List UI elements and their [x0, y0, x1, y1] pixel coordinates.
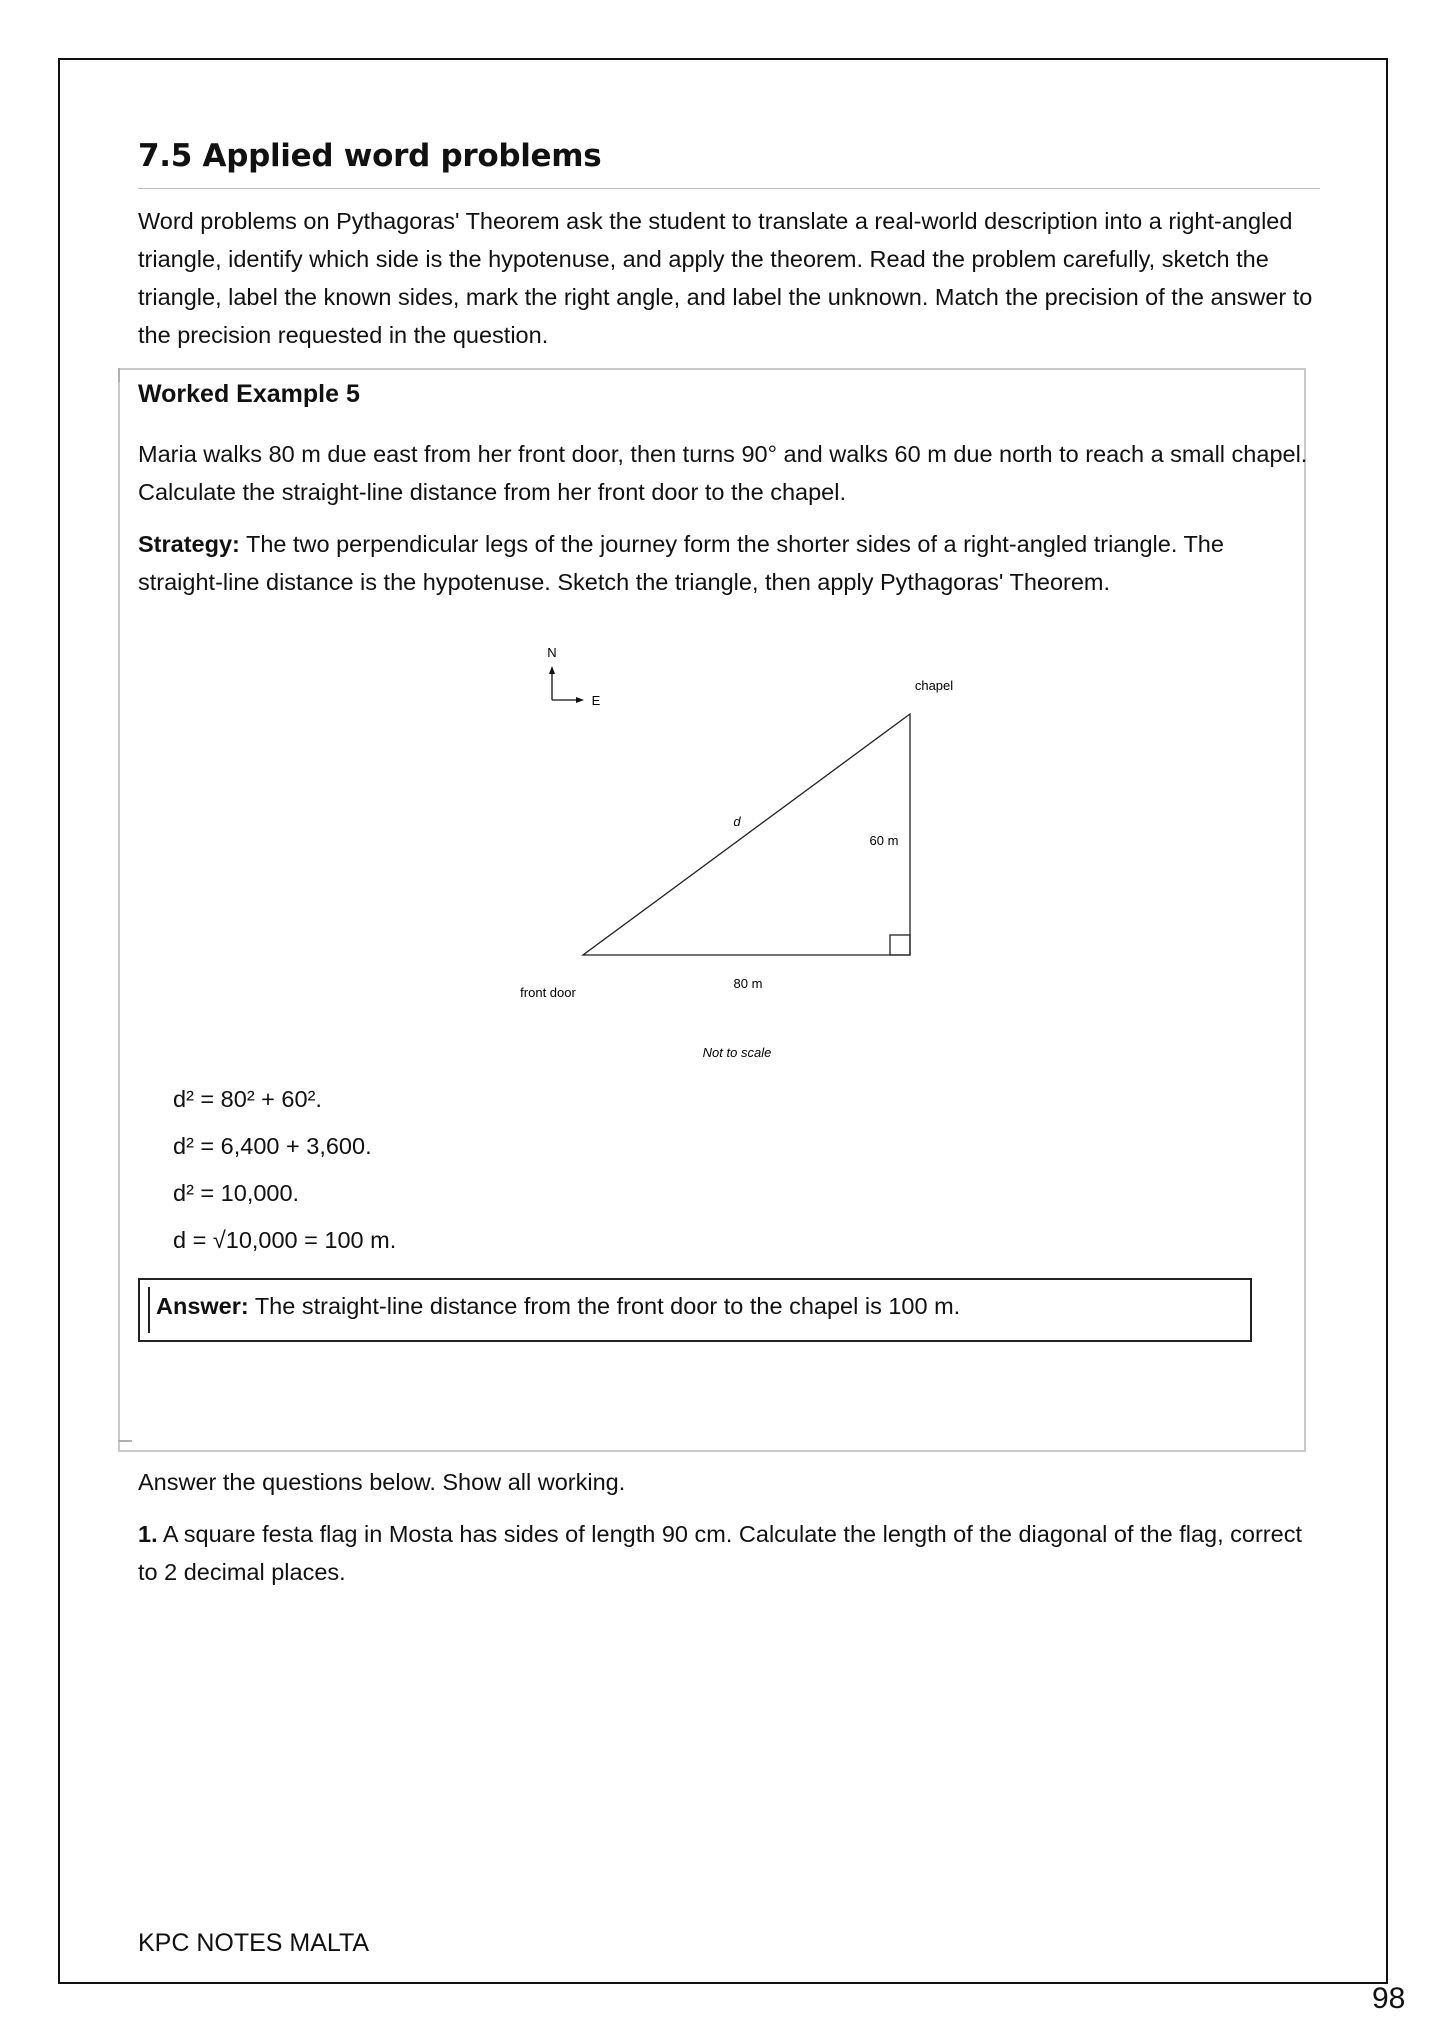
strategy-label: Strategy: [138, 531, 240, 557]
example-strategy [138, 525, 1308, 601]
compass-north-arrowhead [549, 666, 555, 674]
instructions-text: Answer the questions below. Show all working. [138, 1469, 626, 1495]
page-number: 98 [1372, 1982, 1406, 2015]
right-triangle [583, 714, 910, 955]
triangle-diagram [480, 630, 1000, 1070]
working-line-4: d = √10,000 = 100 m. [173, 1227, 397, 1253]
working-line-3: d² = 10,000. [173, 1180, 300, 1206]
question-1-number: 1. [138, 1521, 158, 1547]
compass-east-arrowhead [576, 697, 584, 703]
example-corner-mark-bottom [118, 1440, 132, 1442]
answer-label: Answer: [156, 1293, 249, 1319]
intro-paragraph: Word problems on Pythagoras' Theorem ask the student to translate a real-world description into a right-angled triangle, identify which side is the hypotenuse, and apply the theorem. Read the problem carefully, sketch the triangle, label the known sides, mark the right angle, and label the unknown. Match the precision of the answer to the precision requested in the question. [138, 208, 1313, 348]
hypotenuse-label: d [733, 814, 741, 829]
example-problem: Maria walks 80 m due east from her front door, then turns 90° and walks 60 m due north to reach a small chapel. Calculate the straight-line distance from her front door to the chapel. [138, 441, 1308, 505]
example-corner-mark-top [118, 368, 120, 382]
strategy-text: The two perpendicular legs of the journey form the shorter sides of a right-angled triangle. The straight-line distance is the hypotenuse. Sketch the triangle, then apply Pythagoras' Theorem. [138, 531, 1224, 595]
answer-statement [156, 1293, 960, 1320]
chapel-label: chapel [914, 678, 954, 693]
front-door-label: front door [520, 985, 576, 1000]
horizontal-side-label: 80 m [733, 976, 763, 991]
vertical-side-label: 60 m [869, 833, 899, 848]
not-to-scale-note: Not to scale [702, 1045, 772, 1060]
working-line-1: d² = 80² + 60². [173, 1086, 322, 1112]
worked-example-title: Worked Example 5 [138, 380, 360, 408]
working-line-2: d² = 6,400 + 3,600. [173, 1133, 372, 1159]
question-1-text: A square festa flag in Mosta has sides of length 90 cm. Calculate the length of the diagonal of the flag, correct to 2 decimal places. [138, 1521, 1302, 1585]
title-divider [138, 188, 1320, 189]
footer-text: KPC NOTES MALTA [138, 1929, 370, 1957]
right-angle-marker [890, 935, 910, 955]
section-title: 7.5 Applied word problems [138, 138, 602, 174]
compass-east-label: E [591, 693, 601, 708]
answer-accent-bar [148, 1287, 150, 1333]
answer-text: The straight-line distance from the front door to the chapel is 100 m. [248, 1293, 961, 1319]
compass-north-label: N [547, 645, 557, 660]
question-1 [138, 1515, 1318, 1591]
